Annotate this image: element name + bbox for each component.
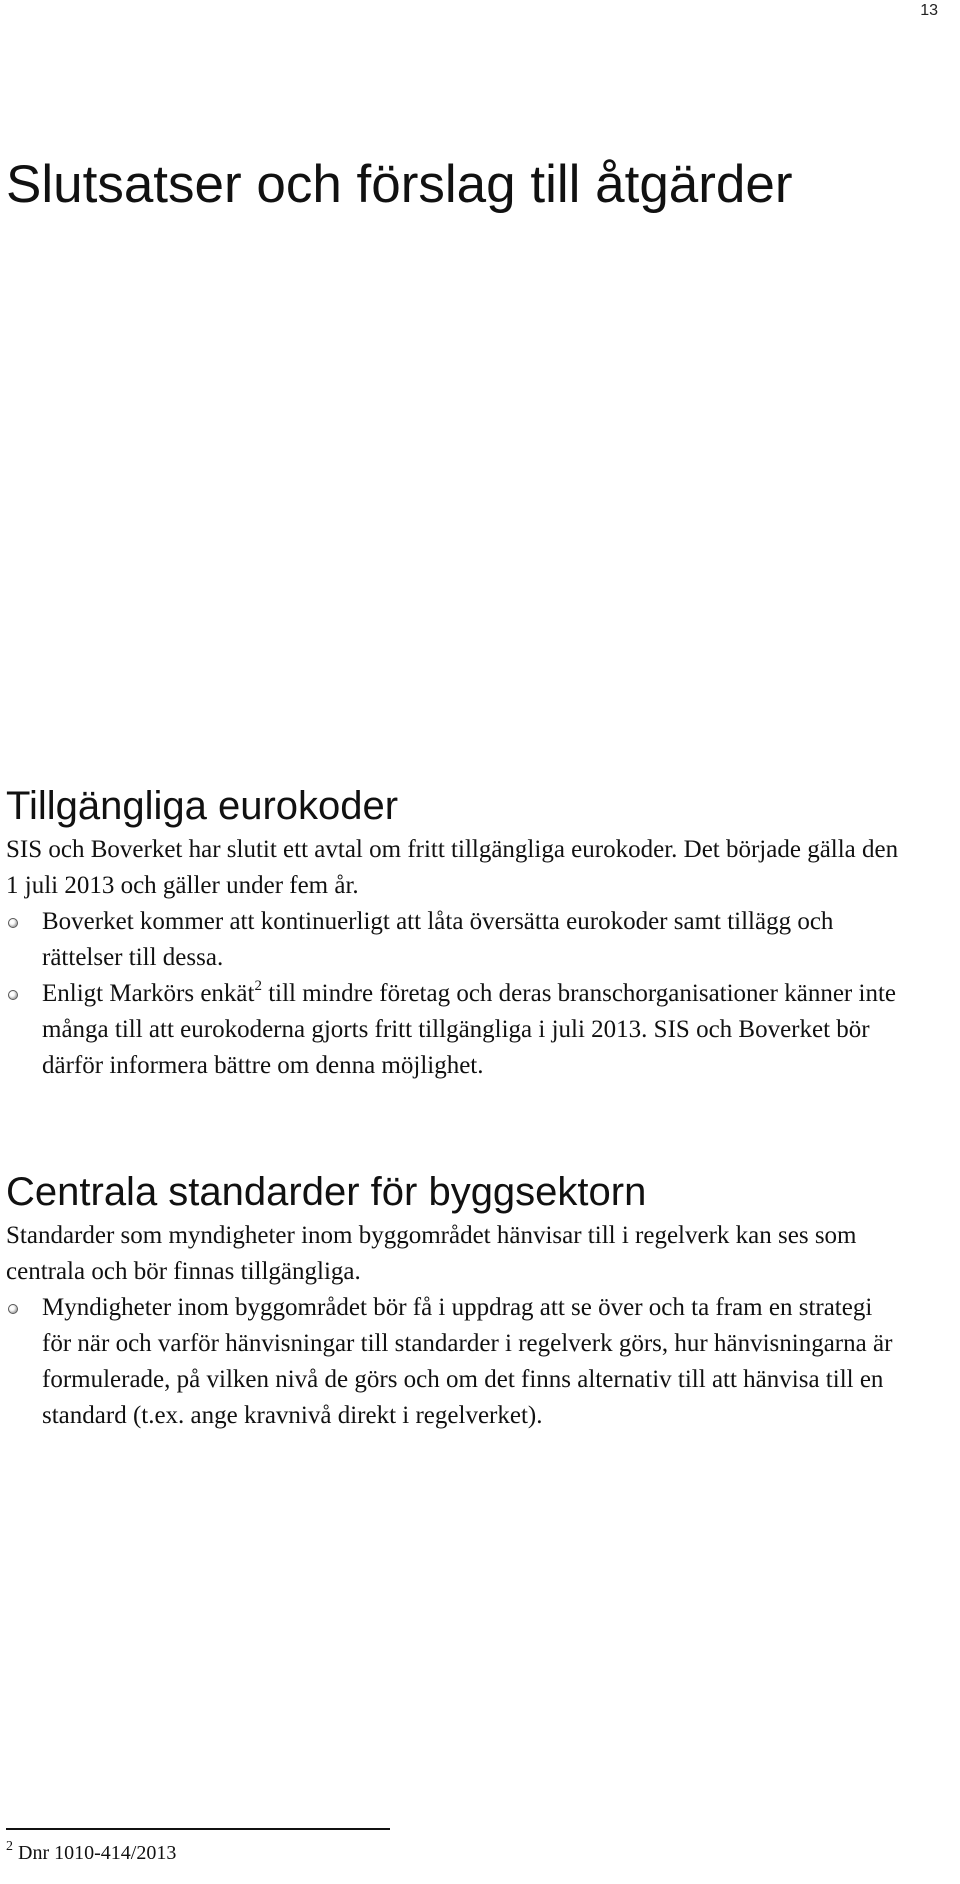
page-number: 13 — [920, 2, 938, 19]
bullet-list — [6, 1290, 906, 1434]
list-item — [6, 904, 906, 976]
bullet-list — [6, 904, 906, 1084]
bullet-text: Boverket kommer att kontinuerligt att låta översätta eurokoder samt tillägg och rättelser till dessa. — [42, 908, 834, 971]
bullet-text: Myndigheter inom byggområdet bör få i uppdrag att se över och ta fram en strategi för när och varför hänvisningar till standarder i regelverk görs, hur hänvisningarna är formulerade, på vilken nivå de görs och om det finns alternativ till att hänvisa till en standard (t.ex. ange kravnivå direkt i regelverket). — [42, 1294, 893, 1429]
section-heading: Tillgängliga eurokoder — [6, 784, 399, 828]
footnote — [6, 1840, 176, 1866]
bullet-icon — [8, 990, 18, 1000]
list-item — [6, 976, 906, 1084]
bullet-icon — [8, 918, 18, 928]
footnote-divider — [6, 1828, 390, 1830]
section-centrala-standarder — [6, 1168, 906, 1434]
bullet-text-end: till mindre företag och deras branschorganisationer känner inte många till att eurokoderna gjorts fritt tillgängliga i juli 2013. SIS och Boverket bör därför informera bättre om denna möjlighet. — [42, 980, 896, 1079]
section-heading: Centrala standarder för byggsektorn — [6, 1170, 647, 1214]
bullet-icon — [8, 1304, 18, 1314]
section-intro: SIS och Boverket har slutit ett avtal om fritt tillgängliga eurokoder. Det började gälla den 1 juli 2013 och gäller under fem år. — [6, 836, 899, 899]
section-intro: Standarder som myndigheter inom byggområdet hänvisar till i regelverk kan ses som centrala och bör finnas tillgängliga. — [6, 1222, 857, 1285]
footnote-text: Dnr 1010-414/2013 — [13, 1842, 177, 1864]
list-item — [6, 1290, 906, 1434]
section-tillgangliga-eurokoder — [6, 782, 906, 1084]
footnote-number: 2 — [6, 1839, 13, 1854]
footnote-reference: 2 — [254, 978, 262, 994]
chapter-title: Slutsatser och förslag till åtgärder — [6, 155, 793, 214]
bullet-text-start: Enligt Markörs enkät — [42, 980, 255, 1007]
